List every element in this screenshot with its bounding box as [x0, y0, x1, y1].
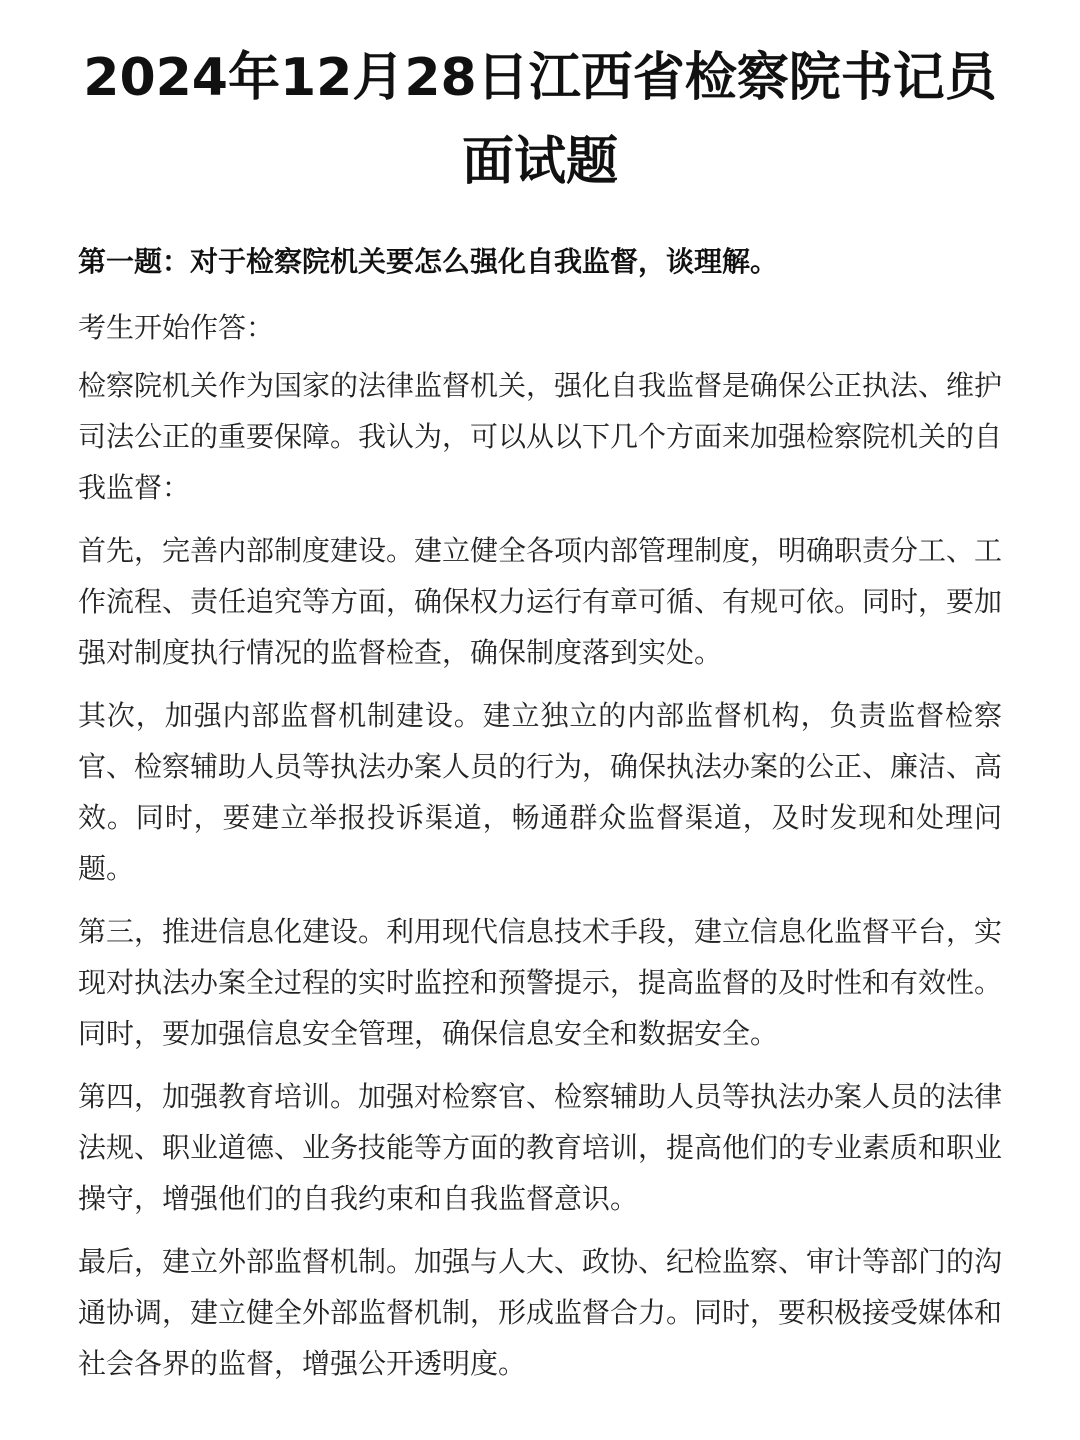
paragraph-first: 首先，完善内部制度建设。建立健全各项内部管理制度，明确职责分工、工作流程、责任追究等方面，确保权力运行有章可循、有规可依。同时，要加强对制度执行情况的监督检查，确保制度落到实处。: [78, 534, 1003, 669]
answer-intro: 考生开始作答：: [78, 311, 275, 344]
paragraph-intro: 检察院机关作为国家的法律监督机关，强化自我监督是确保公正执法、维护司法公正的重要保障。我认为，可以从以下几个方面来加强检察院机关的自我监督：: [78, 369, 1003, 504]
paragraph-last: 最后，建立外部监督机制。加强与人大、政协、纪检监察、审计等部门的沟通协调，建立健全外部监督机制，形成监督合力。同时，要积极接受媒体和社会各界的监督，增强公开透明度。: [78, 1245, 1003, 1380]
page-title: 2024年12月28日江西省检察院书记员面试题: [83, 48, 997, 192]
paragraph-fourth: 第四，加强教育培训。加强对检察官、检察辅助人员等执法办案人员的法律法规、职业道德、业务技能等方面的教育培训，提高他们的专业素质和职业操守，增强他们的自我约束和自我监督意识。: [78, 1080, 1003, 1215]
question-heading: 第一题：对于检察院机关要怎么强化自我监督，谈理解。: [78, 245, 779, 278]
paragraph-second: 其次，加强内部监督机制建设。建立独立的内部监督机构，负责监督检察官、检察辅助人员等执法办案人员的行为，确保执法办案的公正、廉洁、高效。同时，要建立举报投诉渠道，畅通群众监督渠道，及时发现和处理问题。: [78, 699, 1003, 885]
paragraph-third: 第三，推进信息化建设。利用现代信息技术手段，建立信息化监督平台，实现对执法办案全过程的实时监控和预警提示，提高监督的及时性和有效性。同时，要加强信息安全管理，确保信息安全和数据安全。: [78, 915, 1003, 1050]
